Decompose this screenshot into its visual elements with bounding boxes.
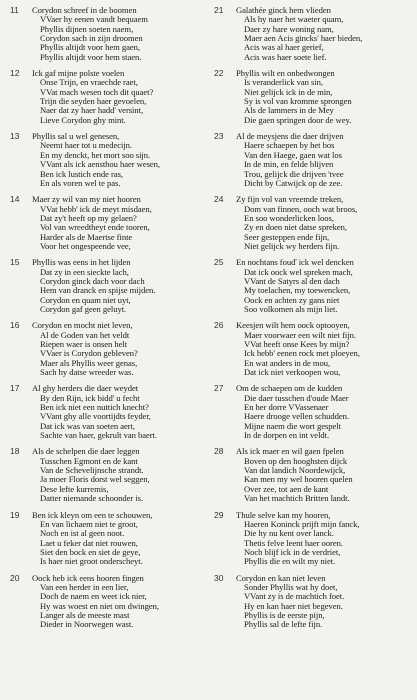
verse-line: Dat zy't heeft op my gelaen? (40, 212, 137, 223)
stanza (10, 258, 200, 314)
verse-line: Maer aen Acis gincks' haer bieden, (244, 33, 363, 44)
verse-line: Dese lefte kurremis, (40, 483, 109, 494)
verse-line: Ben ick kleyn om een te schouwen, (32, 509, 153, 520)
verse-line: Phyllis altijdt voor hem gaen, (40, 42, 140, 53)
stanza (10, 132, 200, 188)
stanza (214, 132, 404, 188)
stanza-number: 26 (214, 320, 224, 331)
verse-line: Ick hebb' eenen rock met ploeyen, (244, 348, 360, 359)
verse-line: Al ghy herders die daer weydet (32, 383, 139, 394)
verse-line: Is veranderlick van sin, (244, 77, 323, 88)
verse-line: Keesjen wilt hem oock optooyen, (236, 320, 350, 331)
verse-line: Oock en achten zy gans niet (244, 294, 340, 305)
verse-line: Kan men my wel hooren quelen (244, 474, 353, 485)
verse-line: Over zee, tot aen de kant (244, 483, 329, 494)
verse-line: Voor het ongespeende vee, (40, 240, 131, 251)
verse-line: En soo wonderlicken loos, (244, 212, 334, 223)
verse-line: En her dorre VVassenaer (244, 402, 329, 413)
stanza-number: 22 (214, 68, 224, 79)
verse-line: Van het machtich Britten landt. (244, 493, 350, 504)
verse-line: En als voren wel te pas. (40, 177, 121, 188)
stanza-number: 24 (214, 194, 224, 205)
stanza (10, 6, 200, 62)
verse-line: Thetis felve leent haer ooren. (244, 537, 343, 548)
verse-line: Doch de naem en weet ick nier, (40, 591, 147, 602)
verse-line: Corydon en quam niet uyt, (40, 294, 131, 305)
verse-line: Om de schaepen om de kudden (236, 383, 343, 394)
stanza-number: 20 (10, 572, 20, 583)
verse-line: Phyllis dijnen soeten naem, (40, 23, 134, 34)
verse-line: Dat ick was van soeten aert, (40, 420, 136, 431)
verse-line: VVaer is Corydon gebleven? (40, 348, 138, 359)
verse-line: Corydon schreef in de boomen (32, 5, 137, 15)
verse-line: Corydon ginck dach voor dach (40, 275, 145, 286)
verse-line: Phyllis is de eerste pijn, (244, 609, 325, 620)
verse-line: Phyllis was eens in het lijden (32, 257, 131, 268)
verse-line: Laet u feker dat niet rouwen, (40, 537, 138, 548)
stanza-number: 17 (10, 383, 20, 394)
verse-line: Corydon en mocht niet leven, (32, 320, 133, 331)
stanza-number: 15 (10, 257, 20, 268)
verse-line: Ja moer Floris dorst wel seggen, (40, 474, 150, 485)
stanza-number: 14 (10, 194, 20, 205)
verse-line: Corydon en kan niet leven (236, 572, 326, 583)
verse-line: Galathée ginck hem vlieden (236, 5, 331, 15)
verse-line: Dat ick niet verkoopen wou, (244, 367, 341, 378)
verse-line: Datter niemande schoonder is. (40, 493, 144, 504)
stanza (214, 69, 404, 125)
verse-line: VVat heeft onse Kees by mijn? (244, 339, 350, 349)
verse-line: VVant als ick aensthou haer wesen, (40, 159, 161, 170)
stanza-number: 23 (214, 131, 224, 142)
verse-line: In de dorpen en int veldt. (244, 430, 330, 441)
verse-line: Hy en kan haer niet begeven. (244, 600, 343, 611)
verse-line: Langer als de meeste mast (40, 609, 130, 620)
verse-line: Sy is vol van kromme sprongen (244, 96, 352, 107)
verse-line: In de min, en felde blijven (244, 159, 334, 170)
stanza (214, 511, 404, 567)
verse-line: VVat hebb' ick de meyt misdaen, (40, 203, 152, 214)
verse-line: Phyllis sal u wel genesen, (32, 131, 120, 142)
verse-line: Boven op den hooghsten dijck (244, 455, 348, 466)
verse-line: Ben ick lustich ende ras, (40, 168, 123, 179)
stanza (10, 511, 200, 567)
stanza (214, 195, 404, 251)
verse-line: Van dat landich Noordewijck, (244, 465, 346, 476)
verse-line: Siet den bock en siet de geye, (40, 546, 141, 557)
verse-line: VVant ghy alle voortijdts feyder, (40, 411, 151, 422)
verse-line: VVant zy is de machtich foet. (244, 591, 345, 602)
verse-line: Phyllis wilt en onbedwongen (236, 68, 335, 79)
verse-line: Phyllis altijdt voor hem staen. (40, 51, 142, 62)
verse-line: Van den Haege, gaen wat los (244, 149, 342, 160)
verse-line: Zy fijn vol van vreemde treken, (236, 194, 344, 205)
verse-line: Maer voorwaer een wilt niet fijn. (244, 329, 356, 340)
verse-line: Tusschen Egmont en de kant (40, 455, 138, 466)
verse-line: Noch en ist al geen noot. (40, 528, 125, 539)
stanza (214, 258, 404, 314)
verse-line: Al de Goden van het veldt (40, 329, 130, 340)
verse-line: Dat ick oock wel spreken mach, (244, 266, 353, 277)
stanza (10, 195, 200, 251)
stanza (10, 321, 200, 377)
stanza (10, 574, 200, 630)
stanza (214, 321, 404, 377)
stanza-number: 29 (214, 509, 224, 520)
verse-line: Oock heb ick eens hooren fingen (32, 572, 144, 583)
verse-line: Seer gesteppen ende fijn, (244, 231, 330, 242)
verse-line: Corydon sach in zijn droomen (40, 33, 143, 44)
stanza-number: 16 (10, 320, 20, 331)
stanza (10, 384, 200, 440)
stanza-number: 27 (214, 383, 224, 394)
verse-line: Die hy nu kent over lanck. (244, 528, 334, 539)
verse-line: Is haer niet groot onderscheyt. (40, 556, 143, 567)
verse-line: Thule selve kan my hooren, (236, 509, 331, 520)
verse-line: Als de lammers in de Mey (244, 105, 334, 116)
stanza-number: 11 (10, 5, 19, 15)
verse-line: Acis was al haer gerief, (244, 42, 324, 53)
verse-line: Dom van finnen, ooch wat broos, (244, 203, 358, 214)
stanza-number: 21 (214, 5, 224, 15)
stanza-number: 12 (10, 68, 20, 79)
verse-line: Mijne naem die wort gespelt (244, 420, 341, 431)
right-column (214, 6, 404, 637)
verse-line: Hy was woest en niet om dwingen, (40, 600, 159, 611)
verse-line: Soo volkomen als mijn liet. (244, 303, 338, 314)
stanza-number: 30 (214, 572, 224, 583)
stanza (10, 447, 200, 503)
stanza (214, 574, 404, 630)
verse-line: Haere drooge vellen schudden. (244, 411, 349, 422)
verse-line: Riepen waer is onsen helt (40, 339, 128, 349)
verse-line: Daer zy hare woning nam, (244, 23, 334, 34)
stanza-number: 18 (10, 446, 20, 457)
verse-line: Sonder Phyllis wat hy doet, (244, 581, 338, 592)
verse-line: VVant de Satyrs al den dach (244, 275, 340, 286)
verse-line: En my denckt, het mort soo sijn. (40, 149, 151, 160)
stanza-number: 13 (10, 131, 20, 142)
verse-line: Die gaen springen door de wey. (244, 114, 352, 125)
verse-line: Ben ick niet een nuttich knecht? (40, 402, 149, 413)
verse-line: Dieder in Noorwegen wast. (40, 619, 134, 630)
verse-line: Harder als de Maertse finte (40, 231, 133, 242)
verse-line: Neemt haer tot u medecijn. (40, 140, 133, 151)
stanza-number: 28 (214, 446, 224, 457)
verse-line: Al de meysjens die daer drijven (236, 131, 344, 142)
stanza-number: 19 (10, 509, 20, 520)
verse-line: Dat zy in een sieckte lach, (40, 266, 129, 277)
verse-line: Niet gelijck wy herders fijn. (244, 240, 340, 251)
verse-line: Noch blijf ick in de verdriet, (244, 546, 341, 557)
verse-line: En nochtans fouď ick wel dencken (236, 257, 354, 268)
verse-line: Ick gaf mijne polste voelen (32, 68, 125, 79)
verse-line: Naer dat zy haer hadd' versint, (40, 105, 144, 116)
verse-line: Als de schelpen die daer leggen (32, 446, 140, 457)
stanza-number: 25 (214, 257, 224, 268)
verse-line: Maer zy wil van my niet hooren (32, 194, 141, 205)
verse-line: Haere schaepen by het bos (244, 140, 335, 151)
verse-line: Sach hy datse wreeder was. (40, 367, 134, 378)
verse-line: Vol van wreedtheyt ende tooren, (40, 222, 150, 233)
verse-line: Hem van dranck en spijse mijden. (40, 285, 156, 296)
verse-line: VVaer hy eenen vandt bequaem (40, 14, 148, 25)
verse-line: My toelachen, my toewencken, (244, 285, 351, 296)
verse-line: En van lichaem niet te groot, (40, 518, 138, 529)
verse-line: Acis was haer soete lief. (244, 51, 327, 62)
verse-line: Trijn die seyden haer gevoelen, (40, 96, 147, 107)
stanza (214, 6, 404, 62)
verse-line: Die daer tusschen d'oude Maer (244, 392, 349, 403)
verse-line: By den Rijn, ick bidd' u fecht (40, 392, 140, 403)
verse-line: Dicht by Catwijck op de zee. (244, 177, 343, 188)
verse-line: Van een herder in een lier, (40, 581, 129, 592)
verse-line: Maer als Phyllis weer genas, (40, 357, 138, 368)
verse-line: Niet gelijck ick in de min, (244, 86, 333, 97)
stanza (214, 447, 404, 503)
verse-line: Phyllis die en wilt my niet. (244, 556, 336, 567)
stanza (214, 384, 404, 440)
verse-line: VVat mach wesen toch dit quaet? (40, 86, 154, 97)
left-column (10, 6, 200, 637)
verse-line: En wat anders in de mou, (244, 357, 331, 368)
stanza (10, 69, 200, 125)
verse-line: Lieve Corydon ghy mint. (40, 114, 126, 125)
verse-line: Zy en doen niet datse spreken, (244, 222, 348, 233)
verse-line: Als ick maer en wil gaen fpelen (236, 446, 344, 457)
verse-line: Als hy naer het waeter quam, (244, 14, 344, 25)
verse-line: Van de Schevelijnsche strandt. (40, 465, 144, 476)
verse-line: Trou, gelijck die drijven 'tvee (244, 168, 344, 179)
verse-line: Haeren Koninck prijft mijn fanck, (244, 518, 360, 529)
verse-line: Phyllis sal de lefte fijn. (244, 619, 323, 630)
verse-line: Corydon gaf geen geluyt. (40, 303, 127, 314)
verse-line: Onse Trijn, en vraechde raet, (40, 77, 138, 88)
verse-line: Sachte van haer, gekrult van baert. (40, 430, 157, 441)
